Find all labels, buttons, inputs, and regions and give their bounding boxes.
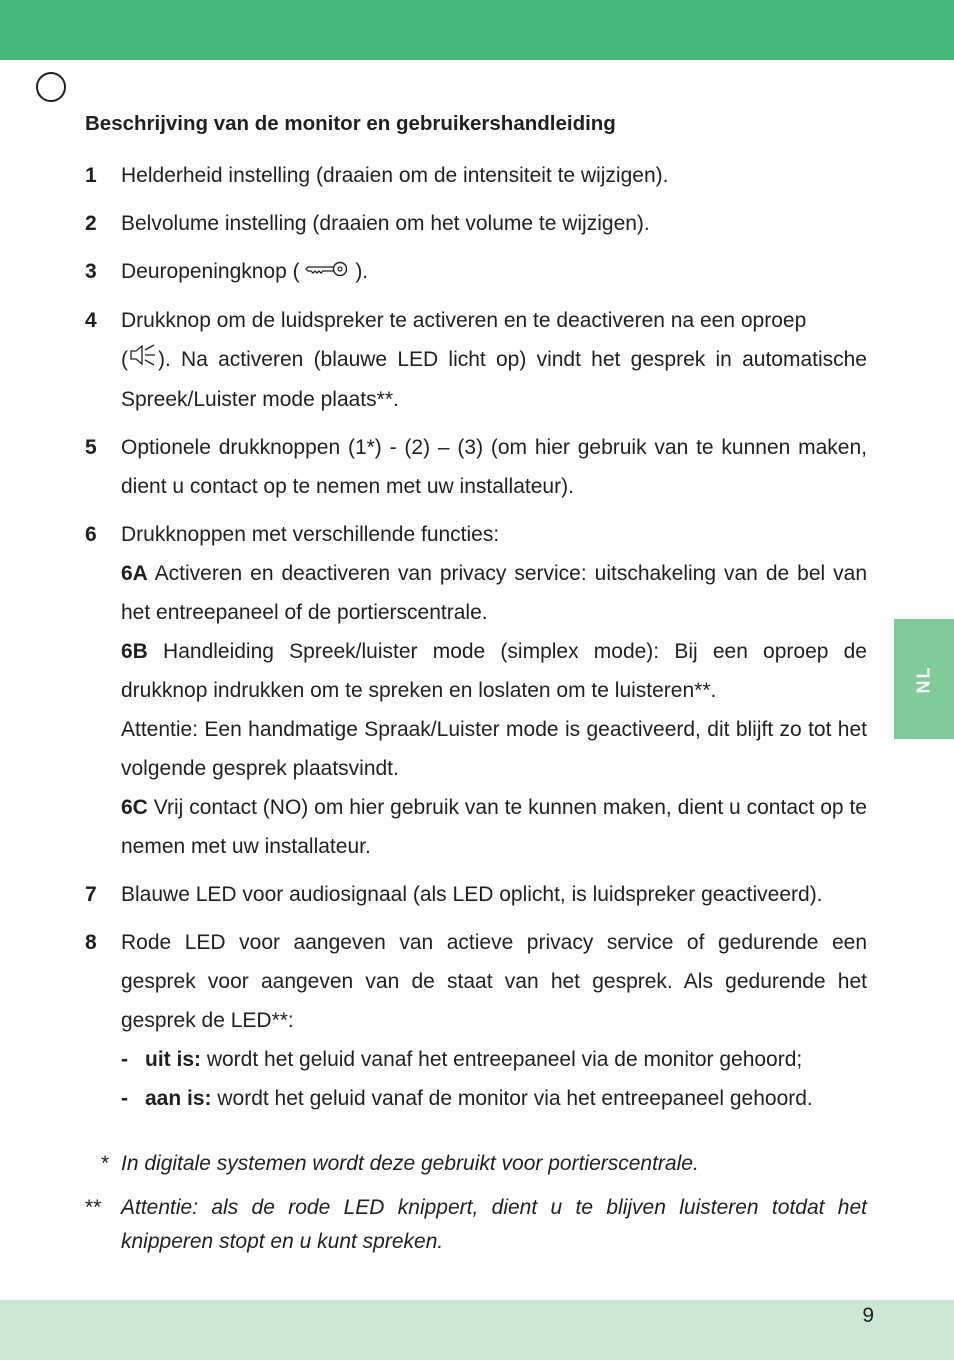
item-number: 6 — [85, 522, 97, 546]
item-text: Optionele drukknoppen (1*) - (2) – (3) (om hier gebruik van te kunnen maken, dient u contact op te nemen met uw installateur). — [121, 435, 867, 498]
sub-item-text: Handleiding Spreek/luister mode (simplex mode): Bij een oproep de drukknop indrukken om te spreken en loslaten om te luisteren**. — [121, 639, 867, 702]
bullet-dash: - — [121, 1047, 128, 1071]
footnote-mark: * — [101, 1152, 110, 1175]
item-number: 1 — [85, 164, 97, 187]
item-text: Rode LED voor aangeven van actieve privacy service of gedurende een gesprek voor aangeven van de staat van het gesprek. Als gedurende het gesprek de LED**: — [121, 930, 867, 1032]
sub-item-label: 6B — [121, 639, 148, 663]
sub-item-label: 6C — [121, 795, 148, 819]
item-text: Blauwe LED voor audiosignaal (als LED oplicht, is luidspreker geactiveerd). — [121, 882, 823, 906]
item-text-open: ( — [121, 347, 128, 371]
sub-item-6c — [121, 788, 867, 866]
bullet-off — [121, 1040, 867, 1079]
section-heading: Beschrijving van de monitor en gebruikershandleiding — [85, 112, 616, 135]
item-text-rest: ). Na activeren (blauwe LED licht op) vindt het gesprek in automatische Spreek/Luister mode plaats**. — [121, 347, 867, 411]
footnote-mark: ** — [85, 1196, 102, 1219]
bullet-dash: - — [121, 1086, 128, 1110]
sub-item-attention — [121, 710, 867, 788]
footnote-text: Attentie: als de rode LED knippert, dient u te blijven luisteren totdat het knipperen stopt en u kunt spreken. — [121, 1196, 867, 1253]
list-item-5 — [85, 428, 867, 506]
list-item-3 — [85, 252, 867, 292]
sub-item-text: Vrij contact (NO) om hier gebruik van te kunnen maken, dient u contact op te nemen met uw installateur. — [121, 795, 867, 858]
bullet-text: wordt het geluid vanaf de monitor via het entreepaneel gehoord. — [211, 1086, 813, 1110]
item-text: Drukknoppen met verschillende functies: — [121, 522, 500, 546]
item-text-before: Deuropeningknop ( — [121, 260, 300, 283]
footnotes — [85, 1147, 867, 1269]
item-number: 5 — [85, 435, 97, 459]
sub-item-6a — [121, 554, 867, 632]
item-number: 7 — [85, 882, 97, 906]
circle-marker — [36, 72, 66, 102]
item-text-after: ). — [355, 260, 369, 283]
footnote-single — [85, 1147, 867, 1181]
bottom-color-bar — [0, 1300, 954, 1360]
sub-item-6b — [121, 632, 867, 710]
footnote-text: In digitale systemen wordt deze gebruikt voor portierscentrale. — [121, 1152, 699, 1175]
sub-item-text: Activeren en deactiveren van privacy service: uitschakeling van de bel van het entreepaneel of de portierscentrale. — [121, 561, 867, 624]
item-text: Helderheid instelling (draaien om de intensiteit te wijzigen). — [121, 164, 669, 187]
list-item-2 — [85, 204, 867, 243]
footnote-double — [85, 1191, 867, 1259]
bullet-on — [121, 1079, 867, 1118]
main-content — [85, 108, 867, 1127]
sub-item-label: 6A — [121, 561, 148, 585]
list-item-6 — [85, 515, 867, 866]
list-item-7 — [85, 875, 867, 914]
item-number: 8 — [85, 930, 97, 954]
bullet-label: uit is: — [145, 1047, 201, 1071]
item-number: 2 — [85, 212, 97, 235]
page-number: 9 — [862, 1304, 874, 1327]
list-item-8 — [85, 923, 867, 1118]
key-icon — [305, 253, 349, 292]
item-text-line1: Drukknop om de luidspreker te activeren en te deactiveren na een oproep — [121, 308, 807, 332]
bullet-text: wordt het geluid vanaf het entreepaneel via de monitor gehoord; — [201, 1047, 803, 1071]
item-number: 3 — [85, 260, 97, 283]
top-color-bar — [0, 0, 954, 60]
item-text: Belvolume instelling (draaien om het volume te wijzigen). — [121, 212, 650, 235]
language-tab-label: NL — [913, 665, 934, 693]
language-side-tab — [894, 619, 954, 739]
sub-item-text: Attentie: Een handmatige Spraak/Luister mode is geactiveerd, dit blijft zo tot het volgende gesprek plaatsvindt. — [121, 717, 867, 780]
item-number: 4 — [85, 308, 97, 332]
bullet-label: aan is: — [145, 1086, 212, 1110]
speaker-icon — [128, 341, 158, 380]
list-item-1 — [85, 156, 867, 195]
list-item-4 — [85, 301, 867, 419]
